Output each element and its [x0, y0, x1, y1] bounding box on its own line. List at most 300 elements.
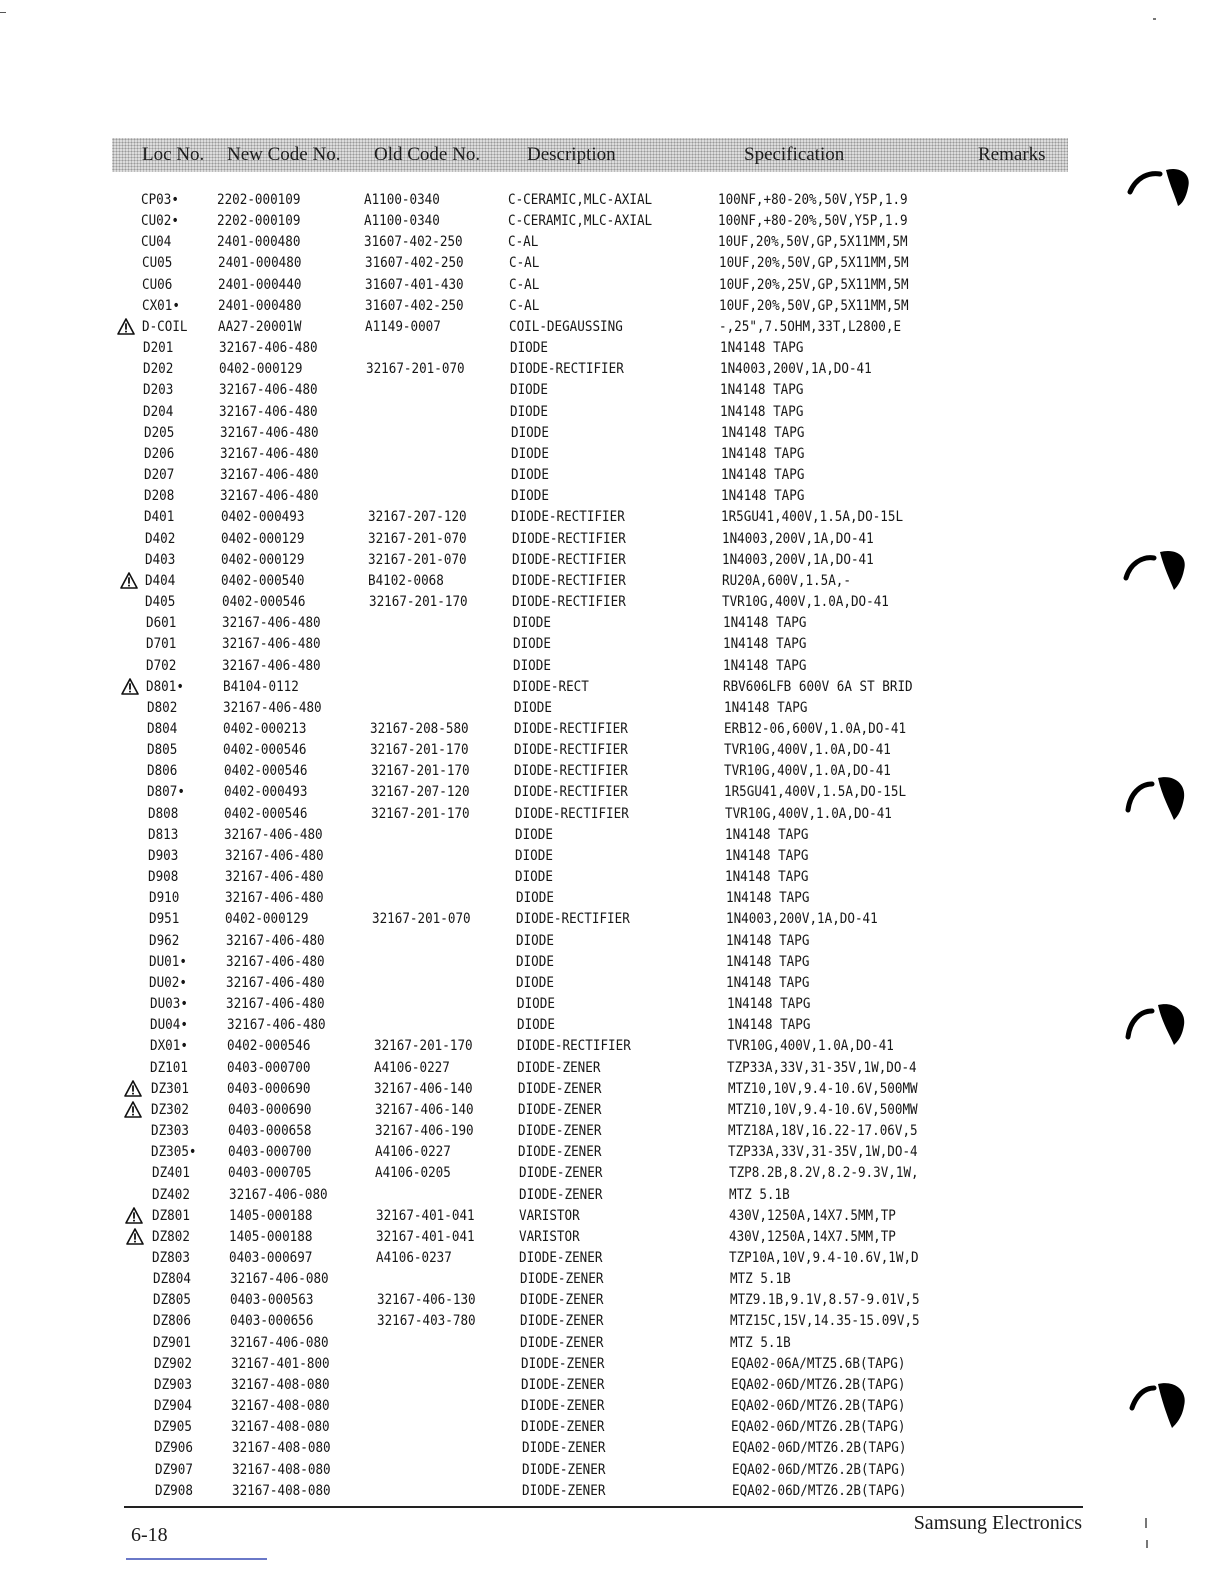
table-row	[0, 444, 1224, 465]
cell-specification: 1N4148 TAPG	[723, 657, 807, 674]
cell-loc-no: DZ906	[154, 1440, 193, 1457]
cell-description: DIODE-RECTIFIER	[509, 361, 624, 378]
cell-new-code-no: 32167-406-480	[220, 467, 319, 484]
cell-old-code-no: A4106-0205	[375, 1165, 452, 1182]
cell-new-code-no: 2401-000480	[217, 234, 301, 251]
cell-old-code-no: 32167-406-190	[374, 1123, 474, 1140]
cell-old-code-no: 32167-201-170	[373, 1038, 473, 1055]
binder-hole-mark	[1122, 540, 1192, 590]
table-row	[0, 1481, 1224, 1502]
cell-specification: MTZ9.1B,9.1V,8.57-9.01V,5	[729, 1292, 920, 1309]
cell-description: DIODE-RECTIFIER	[514, 784, 629, 801]
cell-specification: 10UF,20%,50V,GP,5X11MM,5M	[719, 297, 909, 314]
cell-loc-no: D402	[144, 530, 176, 547]
cell-description: C-CERAMIC,MLC-AXIAL	[508, 192, 653, 208]
cell-new-code-no: 32167-406-480	[224, 826, 323, 843]
cell-description: DIODE-RECT	[513, 678, 590, 695]
cell-loc-no: D951	[148, 911, 180, 928]
footer-rule	[124, 1506, 1083, 1508]
cell-description: DIODE	[510, 382, 549, 399]
header-old-code-no: Old Code No.	[374, 144, 481, 165]
cell-new-code-no: 2401-000440	[217, 276, 302, 293]
cell-old-code-no: 32167-401-041	[376, 1228, 475, 1245]
cell-new-code-no: 0403-000697	[229, 1250, 313, 1266]
cell-new-code-no: 0402-000546	[223, 763, 308, 780]
safety-warning-icon	[121, 678, 139, 696]
cell-loc-no: DZ803	[152, 1250, 191, 1266]
cell-description: DIODE-RECTIFIER	[515, 911, 630, 928]
safety-warning-icon	[120, 572, 138, 590]
cell-description: DIODE-RECTIFIER	[512, 572, 626, 589]
cell-new-code-no: 32167-408-080	[231, 1419, 330, 1436]
cell-description: DIODE	[516, 1017, 555, 1034]
cell-new-code-no: 32167-406-480	[225, 890, 324, 907]
cell-loc-no: DZ305•	[151, 1144, 197, 1161]
cell-new-code-no: B4104-0112	[222, 678, 299, 695]
cell-description: DIODE-RECTIFIER	[514, 763, 628, 780]
table-row	[0, 1354, 1224, 1375]
cell-new-code-no: 0402-000546	[224, 805, 308, 822]
cell-loc-no: D405	[145, 594, 176, 611]
table-row	[0, 317, 1224, 338]
cell-description: DIODE-ZENER	[518, 1144, 602, 1161]
cell-specification: 1N4148 TAPG	[722, 636, 807, 653]
cell-specification: TVR10G,400V,1.0A,DO-41	[722, 594, 890, 611]
cell-specification: 1N4148 TAPG	[726, 953, 810, 970]
cell-loc-no: D204	[143, 403, 174, 420]
cell-loc-no: DZ902	[153, 1355, 192, 1372]
cell-specification: EQA02-06D/MTZ6.2B(TAPG)	[730, 1376, 906, 1393]
cell-old-code-no: 32167-207-120	[367, 509, 467, 526]
cell-loc-no: CU05	[141, 255, 173, 272]
binder-hole-mark	[1126, 1378, 1196, 1428]
cell-specification: 430V,1250A,14X7.5MM,TP	[729, 1207, 896, 1224]
cell-loc-no: D808	[147, 805, 178, 822]
cell-specification: TVR10G,400V,1.0A,DO-41	[723, 742, 891, 759]
cell-new-code-no: 0402-000540	[221, 572, 305, 589]
cell-new-code-no: AA27-20001W	[218, 318, 302, 335]
cell-old-code-no: 31607-401-430	[364, 276, 464, 293]
cell-new-code-no: 0403-000690	[227, 1101, 312, 1118]
cell-description: DIODE	[510, 467, 549, 484]
cell-loc-no: DZ303	[151, 1123, 190, 1140]
cell-specification: 1N4148 TAPG	[726, 974, 810, 991]
table-row	[0, 1311, 1224, 1332]
cell-specification: MTZ18A,18V,16.22-17.06V,5	[728, 1123, 918, 1140]
cell-old-code-no: 32167-201-170	[368, 594, 468, 611]
cell-description: DIODE-ZENER	[517, 1059, 601, 1076]
cell-description: DIODE-ZENER	[518, 1165, 602, 1182]
cell-old-code-no: 32167-201-070	[368, 551, 467, 568]
cell-new-code-no: 0402-000546	[223, 742, 307, 759]
cell-loc-no: DU04•	[149, 1017, 188, 1034]
cell-specification: 100NF,+80-20%,50V,Y5P,1.9	[718, 192, 908, 208]
cell-old-code-no: 32167-403-780	[377, 1313, 476, 1330]
table-row	[0, 1058, 1224, 1079]
cell-old-code-no: 31607-402-250	[365, 297, 464, 314]
cell-specification: 1N4148 TAPG	[719, 340, 804, 357]
cell-description: DIODE	[515, 847, 554, 864]
table-row	[0, 423, 1224, 444]
cell-specification: MTZ 5.1B	[729, 1271, 791, 1288]
table-row	[0, 1121, 1224, 1142]
cell-new-code-no: 0403-000658	[227, 1123, 312, 1140]
table-row	[0, 1248, 1224, 1269]
cell-loc-no: D202	[142, 361, 174, 378]
safety-warning-icon	[124, 1101, 142, 1119]
cell-description: C-AL	[508, 234, 539, 251]
cell-old-code-no: 32167-406-140	[374, 1080, 473, 1097]
cell-specification: MTZ10,10V,9.4-10.6V,500MW	[727, 1101, 918, 1118]
table-row	[0, 1438, 1224, 1459]
cell-specification: 10UF,20%,50V,GP,5X11MM,5M	[718, 255, 909, 272]
cell-loc-no: DZ907	[154, 1461, 193, 1478]
cell-new-code-no: 0402-000546	[226, 1038, 311, 1055]
cell-description: DIODE	[509, 340, 548, 357]
cell-specification: 100NF,+80-20%,50V,Y5P,1.9	[718, 213, 908, 230]
table-row	[0, 1185, 1224, 1206]
table-row	[0, 550, 1224, 571]
cell-specification: TZP33A,33V,31-35V,1W,DO-4	[728, 1144, 918, 1161]
cell-new-code-no: 0403-000700	[228, 1144, 312, 1161]
cell-description: DIODE-ZENER	[518, 1186, 603, 1203]
cell-new-code-no: 0402-000129	[225, 911, 309, 928]
cell-loc-no: CU02•	[141, 213, 180, 230]
table-row	[0, 698, 1224, 719]
cell-new-code-no: 32167-406-480	[219, 403, 319, 420]
cell-old-code-no: 32167-406-130	[376, 1292, 476, 1309]
cell-specification: EQA02-06D/MTZ6.2B(TAPG)	[731, 1419, 906, 1436]
cell-specification: 1N4148 TAPG	[725, 890, 810, 907]
cell-specification: 1N4148 TAPG	[722, 615, 807, 632]
safety-warning-icon	[125, 1207, 143, 1225]
cell-new-code-no: 0402-000546	[221, 594, 306, 611]
cell-old-code-no: 32167-406-140	[374, 1101, 474, 1118]
table-row	[0, 1375, 1224, 1396]
cell-specification: ERB12-06,600V,1.0A,DO-41	[723, 721, 906, 737]
cell-new-code-no: 1405-000188	[228, 1207, 313, 1224]
scan-speck	[1145, 1518, 1147, 1528]
cell-description: C-AL	[508, 255, 540, 272]
cell-new-code-no: 32167-406-480	[219, 382, 318, 399]
cell-old-code-no: B4102-0068	[368, 572, 445, 589]
table-row	[0, 1269, 1224, 1290]
cell-specification: MTZ 5.1B	[728, 1186, 790, 1203]
cell-specification: 1N4148 TAPG	[720, 403, 804, 420]
cell-new-code-no: 0403-000700	[227, 1059, 311, 1076]
cell-specification: 1N4003,200V,1A,DO-41	[721, 530, 874, 547]
cell-loc-no: D208	[144, 488, 175, 505]
cell-new-code-no: 2202-000109	[217, 213, 301, 230]
cell-new-code-no: 32167-408-080	[231, 1398, 330, 1415]
cell-description: DIODE-RECTIFIER	[511, 530, 626, 547]
cell-loc-no: D903	[148, 847, 179, 864]
cell-new-code-no: 32167-408-080	[231, 1440, 331, 1457]
cell-new-code-no: 32167-406-080	[228, 1186, 328, 1203]
cell-new-code-no: 0402-000129	[221, 551, 305, 568]
cell-new-code-no: 32167-406-480	[222, 699, 322, 716]
table-row	[0, 1079, 1224, 1100]
cell-loc-no: DZ805	[152, 1292, 191, 1309]
table-row	[0, 613, 1224, 634]
cell-old-code-no: A1100-0340	[364, 192, 440, 208]
cell-loc-no: D403	[144, 551, 176, 568]
table-row	[0, 973, 1224, 994]
table-row	[0, 402, 1224, 423]
cell-new-code-no: 0402-000213	[223, 721, 307, 737]
table-row	[0, 211, 1224, 232]
cell-description: DIODE-RECTIFIER	[511, 551, 626, 568]
cell-new-code-no: 32167-406-480	[224, 869, 324, 886]
cell-loc-no: D962	[149, 932, 180, 949]
cell-loc-no: D-COIL	[142, 318, 188, 335]
cell-loc-no: CX01•	[142, 297, 181, 314]
cell-new-code-no: 0403-000705	[228, 1165, 312, 1182]
cell-old-code-no: 31607-402-250	[364, 255, 464, 272]
table-row	[0, 507, 1224, 528]
company-name: Samsung Electronics	[913, 1512, 1082, 1534]
cell-new-code-no: 32167-408-080	[230, 1376, 330, 1393]
cell-description: COIL-DEGAUSSING	[509, 318, 624, 335]
cell-description: DIODE-ZENER	[521, 1440, 605, 1457]
table-row	[0, 761, 1224, 782]
cell-specification: 1N4003,200V,1A,DO-41	[721, 551, 874, 568]
table-row	[0, 952, 1224, 973]
cell-loc-no: D206	[143, 445, 175, 462]
cell-specification: MTZ10,10V,9.4-10.6V,500MW	[727, 1080, 918, 1097]
cell-old-code-no: A1100-0340	[364, 213, 441, 230]
cell-old-code-no: 32167-201-170	[370, 763, 470, 780]
cell-new-code-no: 0403-000656	[230, 1313, 314, 1330]
blue-underline	[126, 1558, 267, 1560]
cell-loc-no: DZ904	[154, 1398, 193, 1415]
cell-description: DIODE-ZENER	[520, 1334, 604, 1351]
cell-loc-no: D806	[147, 763, 178, 780]
cell-loc-no: DZ901	[153, 1334, 192, 1351]
cell-specification: 1N4148 TAPG	[723, 699, 807, 716]
table-row	[0, 656, 1224, 677]
table-row	[0, 888, 1224, 909]
cell-description: DIODE-RECTIFIER	[512, 594, 627, 611]
cell-loc-no: D701	[145, 636, 177, 653]
cell-loc-no: D807•	[147, 784, 186, 801]
header-description: Description	[527, 144, 616, 165]
cell-loc-no: D702	[146, 657, 177, 674]
cell-old-code-no: A4106-0227	[375, 1144, 451, 1161]
cell-new-code-no: 32167-406-080	[229, 1271, 329, 1288]
cell-old-code-no: 32167-201-070	[365, 361, 465, 378]
cell-loc-no: DU03•	[149, 996, 188, 1013]
cell-specification: 1N4003,200V,1A,DO-41	[725, 911, 878, 928]
table-row	[0, 1290, 1224, 1311]
cell-old-code-no: 32167-201-170	[371, 805, 470, 822]
cell-description: DIODE	[516, 932, 554, 949]
table-row	[0, 380, 1224, 401]
cell-specification: 1N4148 TAPG	[721, 488, 805, 505]
cell-new-code-no: 32167-406-480	[225, 932, 325, 949]
cell-specification: 10UF,20%,50V,GP,5X11MM,5M	[718, 234, 909, 251]
cell-specification: 1N4148 TAPG	[725, 847, 809, 864]
cell-new-code-no: 32167-406-480	[219, 424, 319, 441]
table-row	[0, 825, 1224, 846]
cell-specification: 1R5GU41,400V,1.5A,DO-15L	[721, 509, 904, 526]
cell-description: DIODE	[516, 996, 555, 1013]
cell-new-code-no: 32167-406-480	[226, 996, 325, 1013]
cell-description: DIODE-ZENER	[517, 1101, 602, 1118]
cell-specification: 1N4148 TAPG	[724, 826, 809, 843]
cell-loc-no: D404	[145, 572, 176, 589]
table-row	[0, 253, 1224, 274]
table-row	[0, 529, 1224, 550]
binder-hole-mark	[1122, 995, 1192, 1045]
cell-specification: 1N4148 TAPG	[725, 869, 809, 886]
cell-old-code-no: A4106-0237	[376, 1250, 453, 1266]
cell-description: DIODE-ZENER	[521, 1461, 606, 1478]
cell-loc-no: DZ802	[152, 1228, 191, 1245]
cell-loc-no: D801•	[146, 678, 185, 695]
cell-old-code-no: A4106-0227	[374, 1059, 450, 1076]
cell-specification: 1N4003,200V,1A,DO-41	[719, 361, 872, 378]
table-row	[0, 677, 1224, 698]
cell-description: VARISTOR	[519, 1228, 580, 1245]
cell-new-code-no: 2401-000480	[217, 255, 302, 272]
cell-description: DIODE	[515, 869, 554, 886]
cell-old-code-no: A1149-0007	[365, 318, 442, 335]
cell-new-code-no: 0402-000129	[220, 530, 305, 547]
cell-description: DIODE	[516, 974, 555, 991]
table-row	[0, 1396, 1224, 1417]
cell-loc-no: DZ903	[153, 1376, 192, 1393]
cell-loc-no: DZ101	[150, 1059, 189, 1076]
cell-specification: TVR10G,400V,1.0A,DO-41	[727, 1038, 895, 1055]
cell-description: C-AL	[509, 297, 540, 314]
cell-specification: 1N4148 TAPG	[726, 932, 810, 949]
table-row	[0, 296, 1224, 317]
cell-specification: MTZ 5.1B	[730, 1334, 792, 1351]
cell-loc-no: DZ804	[152, 1271, 191, 1288]
binder-hole-mark	[1122, 770, 1192, 820]
cell-description: DIODE	[513, 699, 552, 716]
table-row	[0, 782, 1224, 803]
cell-description: DIODE-ZENER	[521, 1398, 605, 1415]
table-row	[0, 909, 1224, 930]
cell-description: DIODE-ZENER	[519, 1250, 603, 1266]
cell-loc-no: D205	[143, 424, 174, 441]
table-row	[0, 1417, 1224, 1438]
cell-new-code-no: 32167-406-480	[221, 615, 321, 632]
cell-description: DIODE	[512, 615, 551, 632]
table-row	[0, 994, 1224, 1015]
cell-new-code-no: 0403-000563	[229, 1292, 314, 1309]
cell-description: DIODE-RECTIFIER	[511, 509, 626, 526]
table-row	[0, 359, 1224, 380]
cell-new-code-no: 32167-406-480	[222, 657, 322, 674]
cell-old-code-no: 32167-201-070	[372, 911, 471, 928]
cell-new-code-no: 0402-000493	[223, 784, 308, 801]
table-row	[0, 1227, 1224, 1248]
cell-loc-no: D203	[143, 382, 174, 399]
cell-loc-no: D802	[146, 699, 177, 716]
cell-new-code-no: 32167-408-080	[231, 1461, 331, 1478]
header-new-code-no: New Code No.	[227, 144, 341, 165]
cell-specification: 1R5GU41,400V,1.5A,DO-15L	[724, 784, 907, 801]
cell-description: DIODE	[510, 424, 549, 441]
cell-description: DIODE-ZENER	[518, 1123, 602, 1140]
cell-loc-no: DZ801	[152, 1207, 190, 1224]
cell-loc-no: DX01•	[150, 1038, 189, 1055]
cell-specification: TZP8.2B,8.2V,8.2-9.3V,1W,	[728, 1165, 919, 1182]
table-row	[0, 1142, 1224, 1163]
cell-specification: 1N4148 TAPG	[720, 424, 804, 441]
cell-new-code-no: 32167-406-480	[218, 340, 318, 357]
cell-description: DIODE-RECTIFIER	[517, 1038, 631, 1055]
cell-loc-no: D201	[142, 340, 173, 357]
cell-description: DIODE-RECTIFIER	[513, 721, 628, 737]
cell-description: DIODE-ZENER	[520, 1313, 604, 1330]
cell-specification: 1N4148 TAPG	[726, 1017, 811, 1034]
table-row	[0, 1460, 1224, 1481]
cell-specification: -,25",7.5OHM,33T,L2800,E	[719, 318, 902, 335]
table-row	[0, 232, 1224, 253]
header-remarks: Remarks	[978, 144, 1046, 165]
cell-loc-no: CP03•	[141, 192, 179, 208]
table-row	[0, 1100, 1224, 1121]
cell-loc-no: DZ905	[154, 1419, 193, 1436]
cell-new-code-no: 32167-406-480	[226, 1017, 326, 1034]
cell-specification: 1N4148 TAPG	[720, 382, 804, 399]
table-row	[0, 931, 1224, 952]
table-row	[0, 1015, 1224, 1036]
cell-description: DIODE-ZENER	[519, 1271, 604, 1288]
table-row	[0, 867, 1224, 888]
cell-description: DIODE-ZENER	[520, 1376, 605, 1393]
table-row	[0, 1163, 1224, 1184]
cell-description: DIODE-RECTIFIER	[514, 805, 629, 822]
scan-speck	[1146, 1540, 1148, 1548]
cell-new-code-no: 0403-000690	[227, 1080, 311, 1097]
header-loc-no: Loc No.	[142, 144, 205, 165]
cell-loc-no: DU02•	[149, 974, 188, 991]
table-row	[0, 1036, 1224, 1057]
cell-old-code-no: 32167-401-041	[375, 1207, 475, 1224]
safety-warning-icon	[117, 318, 135, 336]
cell-new-code-no: 32167-401-800	[230, 1355, 330, 1372]
cell-description: VARISTOR	[519, 1207, 580, 1224]
cell-description: DIODE-ZENER	[522, 1482, 606, 1499]
cell-loc-no: DZ301	[150, 1080, 189, 1097]
cell-description: DIODE	[515, 890, 554, 907]
cell-new-code-no: 32167-406-080	[230, 1334, 329, 1351]
cell-loc-no: DZ402	[151, 1186, 190, 1203]
safety-warning-icon	[124, 1080, 142, 1098]
cell-specification: 1N4148 TAPG	[720, 467, 805, 484]
cell-loc-no: DZ806	[153, 1313, 192, 1330]
cell-description: DIODE-ZENER	[521, 1419, 605, 1436]
safety-warning-icon	[126, 1228, 144, 1246]
cell-old-code-no: 32167-208-580	[370, 721, 469, 737]
cell-loc-no: D401	[144, 509, 175, 526]
cell-loc-no: D804	[146, 721, 178, 737]
cell-specification: TZP10A,10V,9.4-10.6V,1W,D	[729, 1250, 920, 1266]
cell-specification: TZP33A,33V,31-35V,1W,DO-4	[727, 1059, 918, 1076]
cell-new-code-no: 2202-000109	[217, 192, 301, 208]
cell-specification: MTZ15C,15V,14.35-15.09V,5	[730, 1313, 920, 1330]
cell-specification: RU20A,600V,1.5A,-	[722, 572, 852, 589]
table-row	[0, 465, 1224, 486]
table-row	[0, 740, 1224, 761]
table-row	[0, 592, 1224, 613]
cell-new-code-no: 32167-408-080	[232, 1482, 331, 1499]
